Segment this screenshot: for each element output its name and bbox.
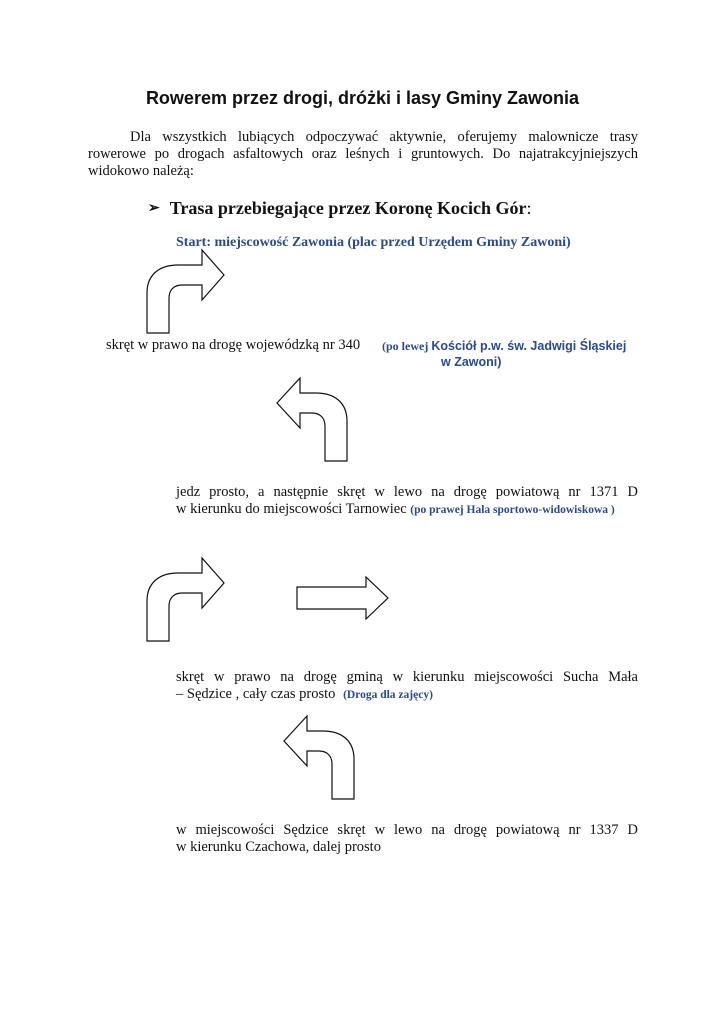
route-heading-colon: :: [526, 198, 532, 218]
route-heading-text: Trasa przebiegające przez Koronę Kocich Gór: [169, 198, 527, 218]
route-heading: [148, 198, 531, 219]
step-2-text: jedz prosto, a następnie skręt w lewo na drogę powiatową nr 1371 D: [176, 484, 638, 500]
step-1-note-line2: w Zawoni): [441, 355, 502, 369]
page-title: Rowerem przez drogi, dróżki i lasy Gminy Zawonia: [145, 88, 580, 108]
turn-left-arrow-icon: [279, 712, 361, 802]
step-2-note: (po prawej Hala sportowo-widowiskowa ): [410, 504, 615, 516]
step-2-text-line2: w kierunku do miejscowości Tarnowiec (po prawej Hala sportowo-widowiskowa ): [176, 501, 615, 517]
step-4-text: w miejscowości Sędzice skręt w lewo na drogę powiatową nr 1337 D: [176, 822, 638, 838]
step-4-text-line2: w kierunku Czachowa, dalej prosto: [176, 839, 381, 855]
turn-left-arrow-icon: [272, 374, 354, 464]
turn-right-arrow-icon: [140, 556, 230, 646]
step-3-note: (Droga dla zajęcy): [343, 689, 433, 701]
turn-right-arrow-icon: [140, 248, 230, 338]
step-3-text: skręt w prawo na drogę gminą w kierunku miejscowości Sucha Mała: [176, 669, 638, 685]
route-start: Start: miejscowość Zawonia (plac przed Urzędem Gminy Zawoni): [176, 235, 571, 250]
straight-right-arrow-icon: [294, 574, 394, 624]
bullet-arrow-icon: ➢: [148, 201, 160, 216]
step-1-note: (po lewej Kościół p.w. św. Jadwigi Śląskiej: [382, 339, 627, 353]
step-3-text-line2: – Sędzice , cały czas prosto (Droga dla zajęcy): [176, 686, 433, 702]
step-1-text: skręt w prawo na drogę wojewódzką nr 340: [106, 337, 361, 353]
intro-paragraph: Dla wszystkich lubiących odpoczywać aktywnie, oferujemy malownicze trasy rowerowe po drogach asfaltowych oraz leśnych i gruntowych. Do najatrakcyjniejszych widokowo należą:: [88, 129, 638, 179]
